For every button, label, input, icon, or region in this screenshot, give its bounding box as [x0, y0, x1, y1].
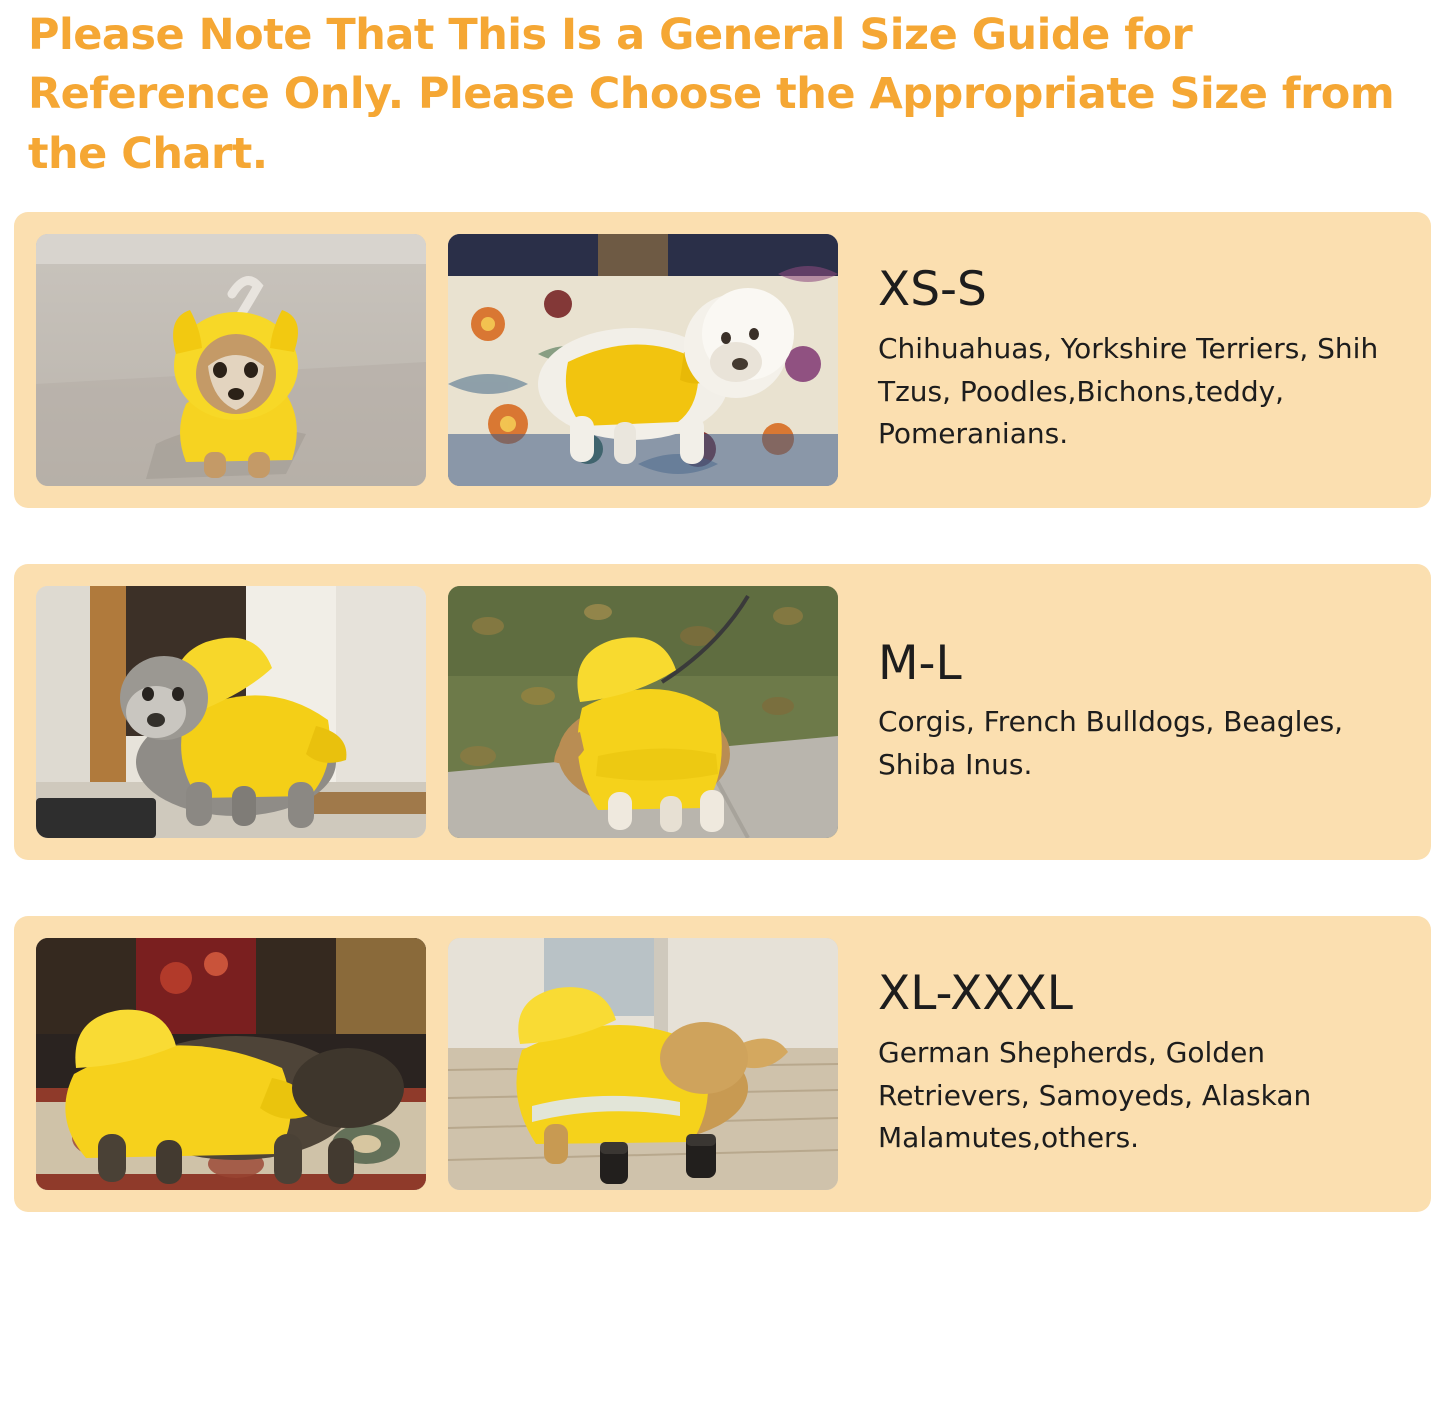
photo-large-dog-image [36, 938, 426, 1190]
size-info-xs-s [878, 264, 1409, 455]
photo-lawn-dog-image [448, 586, 838, 838]
size-label: M-L [878, 635, 962, 691]
size-label: XS-S [878, 262, 987, 318]
photo-dog-lawn-leash [448, 586, 838, 838]
photo-poodle-image [448, 234, 838, 486]
size-rows [0, 212, 1445, 1212]
size-label: XL-XXXL [878, 966, 1073, 1022]
size-row-m-l [14, 564, 1431, 860]
size-row-xs-s [14, 212, 1431, 508]
photo-poodle-raincoat [448, 234, 838, 486]
photo-shaggy-dog-door [36, 586, 426, 838]
photo-chihuahua-raincoat [36, 234, 426, 486]
breed-list: German Shepherds, Golden Retrievers, Samoyeds, Alaskan Malamutes,others. [878, 1036, 1312, 1155]
breed-list: Corgis, French Bulldogs, Beagles, Shiba Inus. [878, 705, 1344, 781]
breed-list: Chihuahuas, Yorkshire Terriers, Shih Tzus, Poodles,Bichons,teddy, Pomeranians. [878, 332, 1379, 451]
photo-large-dog-rug [36, 938, 426, 1190]
photo-retriever-image [448, 938, 838, 1190]
size-info-xl-xxxl [878, 968, 1409, 1159]
photo-golden-retriever-boots [448, 938, 838, 1190]
page-title: Please Note That This Is a General Size Guide for Reference Only. Please Choose the Appropriate Size from the Chart. [28, 10, 1395, 179]
photo-chihuahua-image [36, 234, 426, 486]
photo-shaggy-dog-image [36, 586, 426, 838]
size-row-xl-xxxl [14, 916, 1431, 1212]
size-info-m-l [878, 635, 1409, 787]
